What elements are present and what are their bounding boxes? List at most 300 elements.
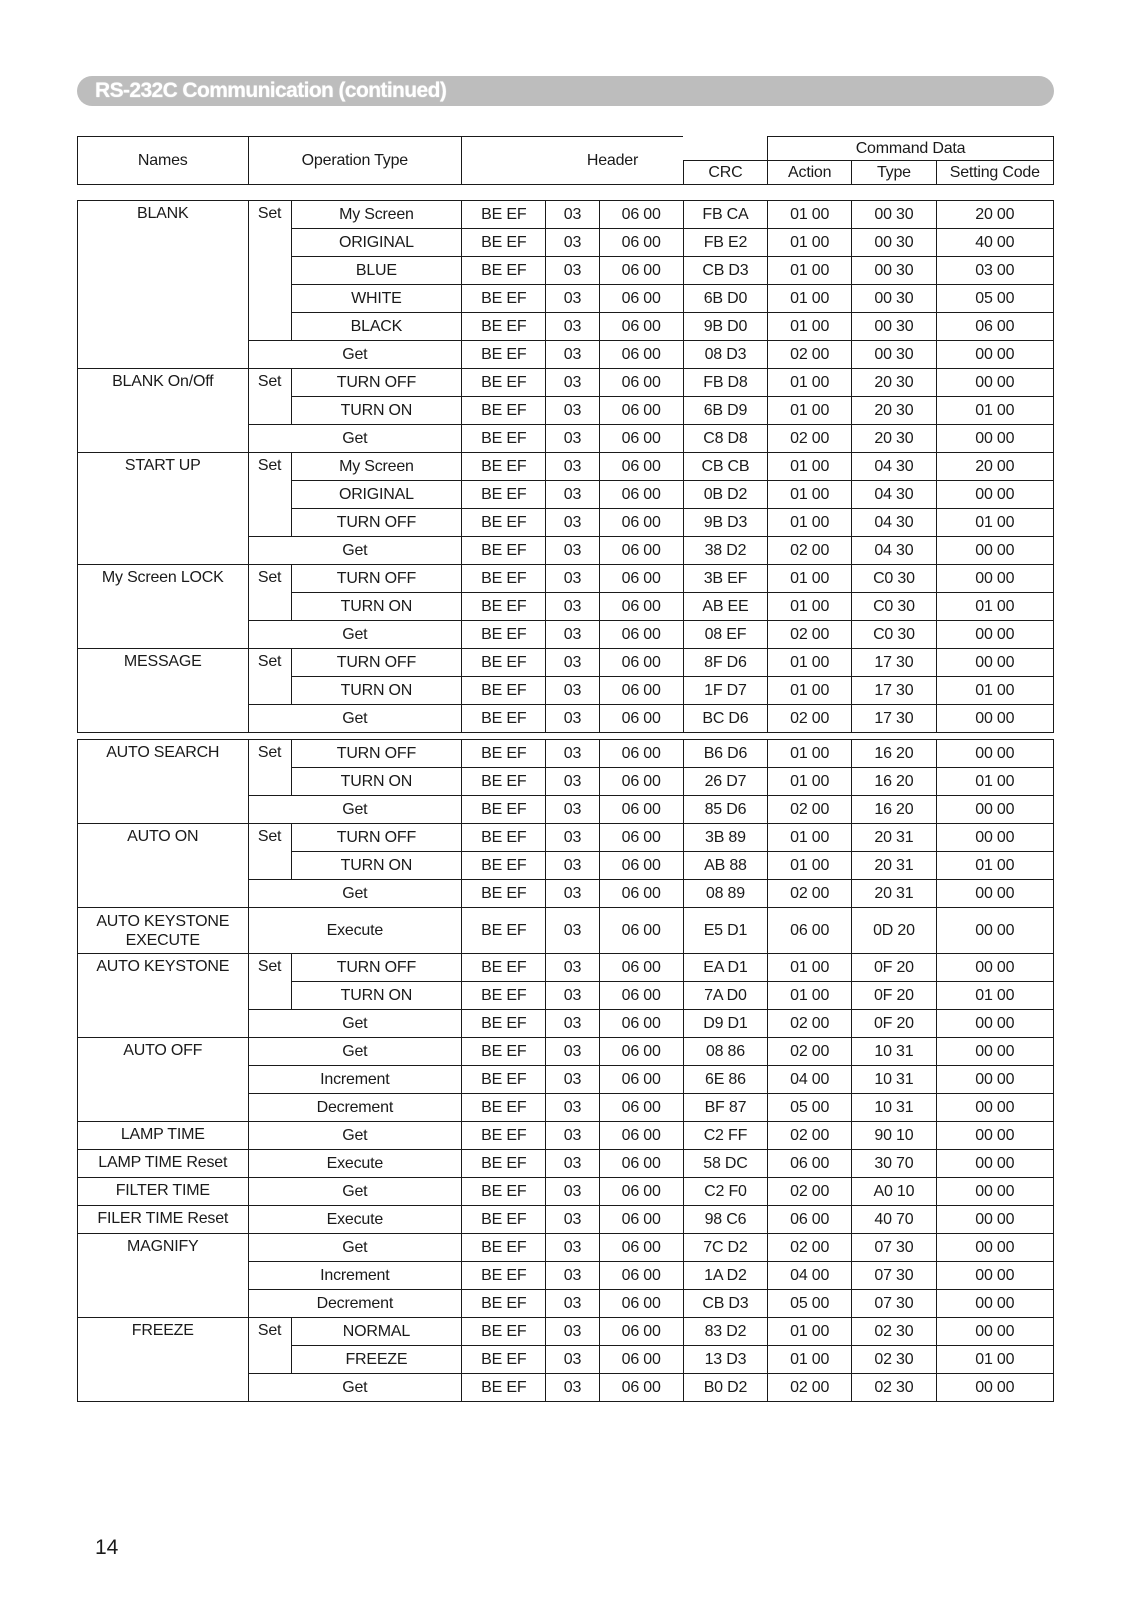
action-value: 01 00 bbox=[768, 1318, 852, 1346]
action-value: 01 00 bbox=[768, 565, 852, 593]
crc-value: 13 D3 bbox=[683, 1346, 767, 1374]
crc-value: 1A D2 bbox=[683, 1262, 767, 1290]
command-name: AUTO KEYSTONE bbox=[78, 954, 249, 1038]
header-bytes-3: 06 00 bbox=[599, 1206, 683, 1234]
header-bytes-1: BE EF bbox=[462, 1234, 546, 1262]
operation-type: TURN OFF bbox=[291, 954, 462, 982]
crc-value: 38 D2 bbox=[683, 537, 767, 565]
header-bytes-2: 03 bbox=[546, 705, 599, 733]
header-bytes-2: 03 bbox=[546, 852, 599, 880]
table-row bbox=[78, 1234, 1054, 1262]
header-bytes-1: BE EF bbox=[462, 1066, 546, 1094]
header-bytes-2: 03 bbox=[546, 313, 599, 341]
header-bytes-1: BE EF bbox=[462, 453, 546, 481]
operation-set: Set bbox=[248, 369, 291, 425]
command-name: START UP bbox=[78, 453, 249, 565]
header-bytes-1: BE EF bbox=[462, 201, 546, 229]
type-value: 00 30 bbox=[852, 257, 936, 285]
type-value: 04 30 bbox=[852, 453, 936, 481]
setting-code-value: 00 00 bbox=[936, 1010, 1053, 1038]
setting-code-value: 00 00 bbox=[936, 740, 1053, 768]
header-bytes-3: 06 00 bbox=[599, 285, 683, 313]
header-bytes-2: 03 bbox=[546, 1178, 599, 1206]
action-value: 02 00 bbox=[768, 425, 852, 453]
header-bytes-2: 03 bbox=[546, 1374, 599, 1402]
operation-type: TURN OFF bbox=[291, 369, 462, 397]
operation-set: Set bbox=[248, 201, 291, 341]
crc-value: B0 D2 bbox=[683, 1374, 767, 1402]
header-bytes-1: BE EF bbox=[462, 1178, 546, 1206]
type-value: 0D 20 bbox=[852, 908, 936, 954]
header-bytes-3: 06 00 bbox=[599, 824, 683, 852]
setting-code-value: 00 00 bbox=[936, 1178, 1053, 1206]
operation-type: Get bbox=[248, 537, 462, 565]
header-bytes-3: 06 00 bbox=[599, 1290, 683, 1318]
action-value: 01 00 bbox=[768, 453, 852, 481]
table-row bbox=[78, 1318, 1054, 1346]
action-value: 02 00 bbox=[768, 1234, 852, 1262]
setting-code-value: 00 00 bbox=[936, 1374, 1053, 1402]
type-value: 07 30 bbox=[852, 1262, 936, 1290]
type-value: 16 20 bbox=[852, 796, 936, 824]
header-bytes-3: 06 00 bbox=[599, 677, 683, 705]
setting-code-value: 00 00 bbox=[936, 1262, 1053, 1290]
header-bytes-3: 06 00 bbox=[599, 425, 683, 453]
type-value: 17 30 bbox=[852, 677, 936, 705]
type-value: 40 70 bbox=[852, 1206, 936, 1234]
action-value: 01 00 bbox=[768, 677, 852, 705]
header-bytes-2: 03 bbox=[546, 1234, 599, 1262]
header-bytes-2: 03 bbox=[546, 537, 599, 565]
operation-type: Get bbox=[248, 1010, 462, 1038]
header-bytes-1: BE EF bbox=[462, 621, 546, 649]
header-bytes-1: BE EF bbox=[462, 677, 546, 705]
header-bytes-1: BE EF bbox=[462, 1374, 546, 1402]
table-row bbox=[78, 565, 1054, 593]
table-row bbox=[78, 824, 1054, 852]
header-bytes-1: BE EF bbox=[462, 908, 546, 954]
command-name: MAGNIFY bbox=[78, 1234, 249, 1318]
header-bytes-1: BE EF bbox=[462, 796, 546, 824]
crc-value: 7A D0 bbox=[683, 982, 767, 1010]
header-bytes-2: 03 bbox=[546, 1150, 599, 1178]
crc-value: BC D6 bbox=[683, 705, 767, 733]
action-value: 01 00 bbox=[768, 313, 852, 341]
header-action: Action bbox=[768, 161, 852, 185]
header-bytes-1: BE EF bbox=[462, 1150, 546, 1178]
header-bytes-2: 03 bbox=[546, 796, 599, 824]
operation-type: Execute bbox=[248, 1206, 462, 1234]
crc-value: 08 EF bbox=[683, 621, 767, 649]
setting-code-value: 01 00 bbox=[936, 677, 1053, 705]
action-value: 06 00 bbox=[768, 1150, 852, 1178]
table-row bbox=[78, 908, 1054, 954]
header-bytes-3: 06 00 bbox=[599, 880, 683, 908]
setting-code-value: 01 00 bbox=[936, 1346, 1053, 1374]
type-value: 17 30 bbox=[852, 649, 936, 677]
header-bytes-1: BE EF bbox=[462, 1346, 546, 1374]
type-value: 00 30 bbox=[852, 313, 936, 341]
header-bytes-3: 06 00 bbox=[599, 1122, 683, 1150]
crc-value: 6E 86 bbox=[683, 1066, 767, 1094]
crc-value: FB D8 bbox=[683, 369, 767, 397]
type-value: 00 30 bbox=[852, 201, 936, 229]
action-value: 04 00 bbox=[768, 1066, 852, 1094]
crc-value: 08 86 bbox=[683, 1038, 767, 1066]
operation-type: TURN OFF bbox=[291, 824, 462, 852]
operation-type: TURN ON bbox=[291, 852, 462, 880]
operation-set: Set bbox=[248, 453, 291, 537]
setting-code-value: 00 00 bbox=[936, 621, 1053, 649]
action-value: 01 00 bbox=[768, 257, 852, 285]
crc-value: 8F D6 bbox=[683, 649, 767, 677]
header-crc: CRC bbox=[683, 161, 767, 185]
header-bytes-3: 06 00 bbox=[599, 397, 683, 425]
setting-code-value: 00 00 bbox=[936, 954, 1053, 982]
header-bytes-1: BE EF bbox=[462, 537, 546, 565]
setting-code-value: 00 00 bbox=[936, 705, 1053, 733]
action-value: 02 00 bbox=[768, 341, 852, 369]
operation-type: Execute bbox=[248, 1150, 462, 1178]
setting-code-value: 05 00 bbox=[936, 285, 1053, 313]
type-value: 30 70 bbox=[852, 1150, 936, 1178]
type-value: C0 30 bbox=[852, 621, 936, 649]
operation-type: TURN ON bbox=[291, 677, 462, 705]
setting-code-value: 00 00 bbox=[936, 649, 1053, 677]
header-bytes-3: 06 00 bbox=[599, 1010, 683, 1038]
page-number: 14 bbox=[95, 1536, 119, 1559]
header-header: Header bbox=[462, 137, 684, 185]
header-bytes-3: 06 00 bbox=[599, 908, 683, 954]
header-bytes-3: 06 00 bbox=[599, 1262, 683, 1290]
setting-code-value: 01 00 bbox=[936, 852, 1053, 880]
table-row bbox=[78, 1206, 1054, 1234]
action-value: 01 00 bbox=[768, 201, 852, 229]
type-value: 16 20 bbox=[852, 740, 936, 768]
operation-set: Set bbox=[248, 565, 291, 621]
action-value: 01 00 bbox=[768, 481, 852, 509]
command-name: BLANK bbox=[78, 201, 249, 369]
operation-type: Decrement bbox=[248, 1290, 462, 1318]
header-bytes-1: BE EF bbox=[462, 397, 546, 425]
action-value: 01 00 bbox=[768, 1346, 852, 1374]
header-bytes-2: 03 bbox=[546, 1010, 599, 1038]
operation-type: TURN ON bbox=[291, 593, 462, 621]
type-value: 0F 20 bbox=[852, 982, 936, 1010]
action-value: 02 00 bbox=[768, 537, 852, 565]
crc-value: C2 FF bbox=[683, 1122, 767, 1150]
header-bytes-2: 03 bbox=[546, 908, 599, 954]
table-row bbox=[78, 649, 1054, 677]
header-bytes-2: 03 bbox=[546, 677, 599, 705]
header-type: Type bbox=[852, 161, 936, 185]
header-bytes-3: 06 00 bbox=[599, 509, 683, 537]
header-bytes-1: BE EF bbox=[462, 285, 546, 313]
header-bytes-2: 03 bbox=[546, 740, 599, 768]
setting-code-value: 40 00 bbox=[936, 229, 1053, 257]
type-value: 00 30 bbox=[852, 341, 936, 369]
action-value: 05 00 bbox=[768, 1094, 852, 1122]
type-value: 10 31 bbox=[852, 1094, 936, 1122]
operation-set: Set bbox=[248, 740, 291, 796]
setting-code-value: 00 00 bbox=[936, 1066, 1053, 1094]
type-value: 02 30 bbox=[852, 1346, 936, 1374]
header-bytes-2: 03 bbox=[546, 397, 599, 425]
action-value: 02 00 bbox=[768, 1010, 852, 1038]
crc-value: 6B D0 bbox=[683, 285, 767, 313]
header-bytes-1: BE EF bbox=[462, 509, 546, 537]
setting-code-value: 00 00 bbox=[936, 796, 1053, 824]
action-value: 02 00 bbox=[768, 1122, 852, 1150]
operation-set: Set bbox=[248, 954, 291, 1010]
operation-type: Get bbox=[248, 880, 462, 908]
type-value: C0 30 bbox=[852, 593, 936, 621]
header-bytes-2: 03 bbox=[546, 509, 599, 537]
command-name: LAMP TIME bbox=[78, 1122, 249, 1150]
header-bytes-3: 06 00 bbox=[599, 1374, 683, 1402]
action-value: 05 00 bbox=[768, 1290, 852, 1318]
type-value: 07 30 bbox=[852, 1234, 936, 1262]
header-bytes-3: 06 00 bbox=[599, 954, 683, 982]
header-bytes-2: 03 bbox=[546, 954, 599, 982]
crc-value: BF 87 bbox=[683, 1094, 767, 1122]
header-bytes-1: BE EF bbox=[462, 740, 546, 768]
header-bytes-1: BE EF bbox=[462, 1206, 546, 1234]
type-value: 20 31 bbox=[852, 824, 936, 852]
header-bytes-3: 06 00 bbox=[599, 201, 683, 229]
operation-type: TURN OFF bbox=[291, 509, 462, 537]
crc-value: AB 88 bbox=[683, 852, 767, 880]
header-bytes-2: 03 bbox=[546, 593, 599, 621]
setting-code-value: 06 00 bbox=[936, 313, 1053, 341]
setting-code-value: 01 00 bbox=[936, 768, 1053, 796]
operation-type: Get bbox=[248, 796, 462, 824]
header-bytes-3: 06 00 bbox=[599, 369, 683, 397]
header-bytes-2: 03 bbox=[546, 285, 599, 313]
setting-code-value: 01 00 bbox=[936, 982, 1053, 1010]
command-table-header bbox=[77, 136, 1054, 185]
header-bytes-1: BE EF bbox=[462, 229, 546, 257]
header-bytes-3: 06 00 bbox=[599, 313, 683, 341]
crc-value: 08 89 bbox=[683, 880, 767, 908]
setting-code-value: 01 00 bbox=[936, 397, 1053, 425]
header-bytes-2: 03 bbox=[546, 824, 599, 852]
crc-value: D9 D1 bbox=[683, 1010, 767, 1038]
operation-set: Set bbox=[248, 1318, 291, 1374]
operation-type: TURN OFF bbox=[291, 565, 462, 593]
header-bytes-3: 06 00 bbox=[599, 768, 683, 796]
header-bytes-1: BE EF bbox=[462, 1318, 546, 1346]
header-bytes-1: BE EF bbox=[462, 341, 546, 369]
header-bytes-2: 03 bbox=[546, 229, 599, 257]
header-names: Names bbox=[78, 137, 249, 185]
command-table-2 bbox=[77, 739, 1054, 1402]
header-bytes-3: 06 00 bbox=[599, 1066, 683, 1094]
operation-set: Set bbox=[248, 649, 291, 705]
operation-type: Get bbox=[248, 1374, 462, 1402]
setting-code-value: 00 00 bbox=[936, 537, 1053, 565]
header-bytes-1: BE EF bbox=[462, 1094, 546, 1122]
type-value: 16 20 bbox=[852, 768, 936, 796]
table-row bbox=[78, 954, 1054, 982]
header-bytes-3: 06 00 bbox=[599, 1346, 683, 1374]
crc-value: AB EE bbox=[683, 593, 767, 621]
crc-value: 85 D6 bbox=[683, 796, 767, 824]
header-bytes-3: 06 00 bbox=[599, 537, 683, 565]
table-row bbox=[78, 1122, 1054, 1150]
table-row bbox=[78, 453, 1054, 481]
header-bytes-1: BE EF bbox=[462, 1038, 546, 1066]
setting-code-value: 20 00 bbox=[936, 201, 1053, 229]
action-value: 04 00 bbox=[768, 1262, 852, 1290]
command-name: AUTO KEYSTONE EXECUTE bbox=[78, 908, 249, 954]
header-bytes-1: BE EF bbox=[462, 1122, 546, 1150]
crc-value: B6 D6 bbox=[683, 740, 767, 768]
header-bytes-1: BE EF bbox=[462, 481, 546, 509]
command-name: FREEZE bbox=[78, 1318, 249, 1402]
type-value: 20 30 bbox=[852, 397, 936, 425]
setting-code-value: 01 00 bbox=[936, 509, 1053, 537]
type-value: 20 31 bbox=[852, 852, 936, 880]
operation-type: Increment bbox=[248, 1262, 462, 1290]
action-value: 01 00 bbox=[768, 824, 852, 852]
command-name: BLANK On/Off bbox=[78, 369, 249, 453]
crc-value: 83 D2 bbox=[683, 1318, 767, 1346]
header-bytes-2: 03 bbox=[546, 1318, 599, 1346]
type-value: 10 31 bbox=[852, 1038, 936, 1066]
header-bytes-2: 03 bbox=[546, 982, 599, 1010]
setting-code-value: 00 00 bbox=[936, 1234, 1053, 1262]
header-bytes-2: 03 bbox=[546, 1290, 599, 1318]
command-table-1 bbox=[77, 200, 1054, 733]
header-bytes-2: 03 bbox=[546, 453, 599, 481]
crc-value: 58 DC bbox=[683, 1150, 767, 1178]
operation-type: Get bbox=[248, 341, 462, 369]
action-value: 02 00 bbox=[768, 880, 852, 908]
header-bytes-1: BE EF bbox=[462, 768, 546, 796]
header-bytes-3: 06 00 bbox=[599, 982, 683, 1010]
header-blank bbox=[683, 137, 767, 161]
command-name: LAMP TIME Reset bbox=[78, 1150, 249, 1178]
operation-type: Get bbox=[248, 425, 462, 453]
crc-value: FB CA bbox=[683, 201, 767, 229]
header-bytes-2: 03 bbox=[546, 1346, 599, 1374]
action-value: 02 00 bbox=[768, 1038, 852, 1066]
table-row bbox=[78, 201, 1054, 229]
operation-type: TURN OFF bbox=[291, 649, 462, 677]
setting-code-value: 00 00 bbox=[936, 880, 1053, 908]
action-value: 02 00 bbox=[768, 1178, 852, 1206]
header-bytes-1: BE EF bbox=[462, 852, 546, 880]
header-bytes-1: BE EF bbox=[462, 593, 546, 621]
action-value: 01 00 bbox=[768, 369, 852, 397]
header-bytes-2: 03 bbox=[546, 1038, 599, 1066]
header-bytes-3: 06 00 bbox=[599, 740, 683, 768]
header-bytes-2: 03 bbox=[546, 369, 599, 397]
header-bytes-3: 06 00 bbox=[599, 621, 683, 649]
setting-code-value: 00 00 bbox=[936, 1206, 1053, 1234]
action-value: 02 00 bbox=[768, 1374, 852, 1402]
type-value: 04 30 bbox=[852, 537, 936, 565]
header-bytes-2: 03 bbox=[546, 1262, 599, 1290]
operation-type: ORIGINAL bbox=[291, 481, 462, 509]
type-value: 02 30 bbox=[852, 1374, 936, 1402]
setting-code-value: 00 00 bbox=[936, 369, 1053, 397]
header-bytes-1: BE EF bbox=[462, 313, 546, 341]
table-row bbox=[78, 740, 1054, 768]
header-bytes-3: 06 00 bbox=[599, 565, 683, 593]
setting-code-value: 03 00 bbox=[936, 257, 1053, 285]
header-bytes-2: 03 bbox=[546, 425, 599, 453]
header-bytes-2: 03 bbox=[546, 201, 599, 229]
header-bytes-3: 06 00 bbox=[599, 1178, 683, 1206]
action-value: 01 00 bbox=[768, 509, 852, 537]
header-bytes-2: 03 bbox=[546, 1094, 599, 1122]
operation-type: TURN OFF bbox=[291, 740, 462, 768]
setting-code-value: 00 00 bbox=[936, 1318, 1053, 1346]
type-value: 20 30 bbox=[852, 369, 936, 397]
operation-type: NORMAL bbox=[291, 1318, 462, 1346]
header-command-data: Command Data bbox=[768, 137, 1054, 161]
type-value: 90 10 bbox=[852, 1122, 936, 1150]
type-value: 00 30 bbox=[852, 285, 936, 313]
header-bytes-1: BE EF bbox=[462, 1262, 546, 1290]
setting-code-value: 00 00 bbox=[936, 1290, 1053, 1318]
header-bytes-3: 06 00 bbox=[599, 593, 683, 621]
type-value: 07 30 bbox=[852, 1290, 936, 1318]
table-row bbox=[78, 369, 1054, 397]
operation-type: BLUE bbox=[291, 257, 462, 285]
type-value: 0F 20 bbox=[852, 954, 936, 982]
operation-type: FREEZE bbox=[291, 1346, 462, 1374]
header-bytes-1: BE EF bbox=[462, 705, 546, 733]
action-value: 01 00 bbox=[768, 397, 852, 425]
action-value: 01 00 bbox=[768, 982, 852, 1010]
table-row bbox=[78, 1038, 1054, 1066]
operation-type: Decrement bbox=[248, 1094, 462, 1122]
crc-value: 9B D3 bbox=[683, 509, 767, 537]
action-value: 01 00 bbox=[768, 852, 852, 880]
header-bytes-2: 03 bbox=[546, 768, 599, 796]
setting-code-value: 00 00 bbox=[936, 1094, 1053, 1122]
header-bytes-2: 03 bbox=[546, 481, 599, 509]
header-bytes-2: 03 bbox=[546, 1122, 599, 1150]
command-name: FILER TIME Reset bbox=[78, 1206, 249, 1234]
type-value: 02 30 bbox=[852, 1318, 936, 1346]
crc-value: 98 C6 bbox=[683, 1206, 767, 1234]
command-name: MESSAGE bbox=[78, 649, 249, 733]
operation-type: Get bbox=[248, 1178, 462, 1206]
header-bytes-3: 06 00 bbox=[599, 649, 683, 677]
setting-code-value: 20 00 bbox=[936, 453, 1053, 481]
header-setting-code: Setting Code bbox=[936, 161, 1053, 185]
crc-value: 6B D9 bbox=[683, 397, 767, 425]
header-bytes-2: 03 bbox=[546, 1206, 599, 1234]
header-bytes-1: BE EF bbox=[462, 425, 546, 453]
header-bytes-1: BE EF bbox=[462, 1290, 546, 1318]
crc-value: C8 D8 bbox=[683, 425, 767, 453]
header-bytes-3: 06 00 bbox=[599, 852, 683, 880]
command-name: AUTO OFF bbox=[78, 1038, 249, 1122]
action-value: 02 00 bbox=[768, 796, 852, 824]
action-value: 02 00 bbox=[768, 621, 852, 649]
action-value: 01 00 bbox=[768, 954, 852, 982]
header-bytes-1: BE EF bbox=[462, 369, 546, 397]
type-value: 20 31 bbox=[852, 880, 936, 908]
type-value: C0 30 bbox=[852, 565, 936, 593]
header-bytes-1: BE EF bbox=[462, 824, 546, 852]
crc-value: 08 D3 bbox=[683, 341, 767, 369]
